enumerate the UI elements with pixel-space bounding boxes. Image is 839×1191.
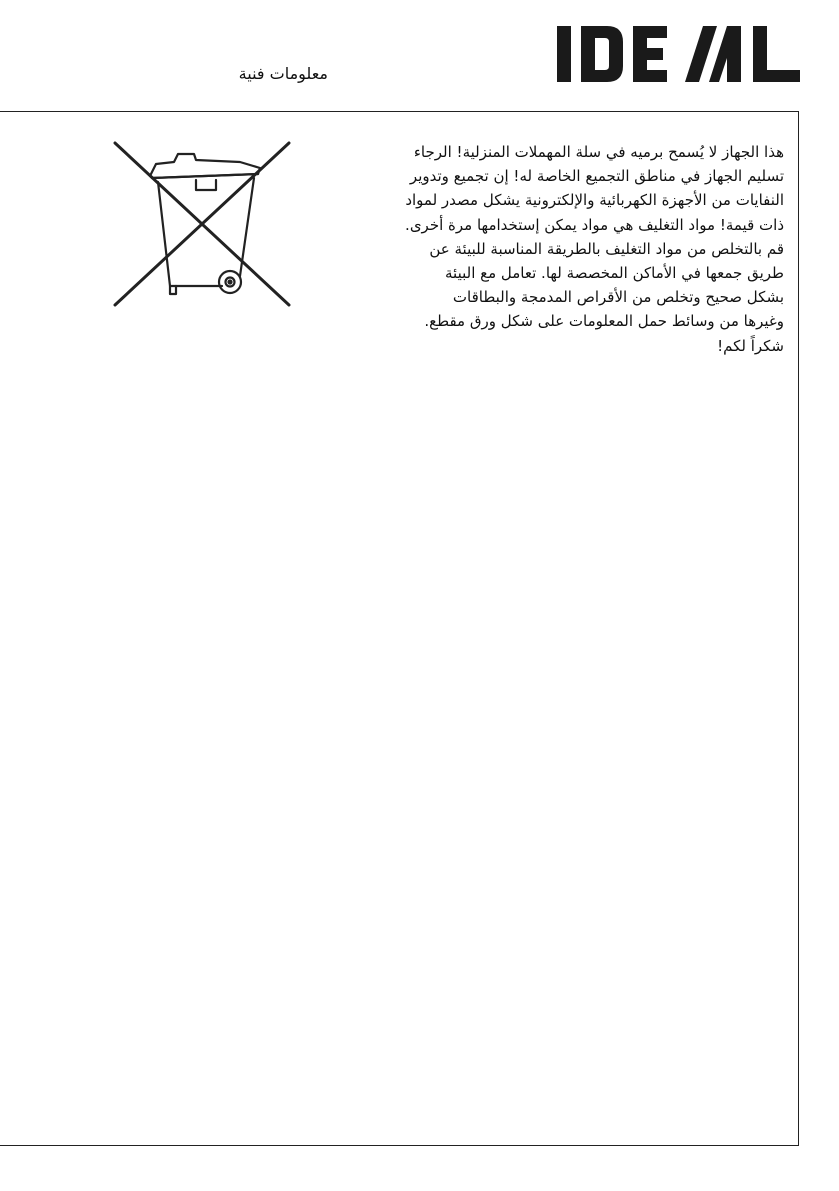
notice-line: وغيرها من وسائط حمل المعلومات على شكل ورق مقطع.	[424, 312, 784, 331]
notice-line: النفايات من الأجهزة الكهربائية والإلكترونية يشكل مصدر لمواد	[405, 191, 784, 210]
notice-line: قم بالتخلص من مواد التغليف بالطريقة المناسبة للبيئة عن	[429, 239, 784, 258]
notice-line: طريق جمعها في الأماكن المخصصة لها. تعامل مع البيئة	[445, 264, 784, 283]
page-title: معلومات فنية	[238, 64, 328, 83]
disposal-notice	[372, 140, 784, 358]
ideal-logo	[557, 24, 800, 84]
notice-line: شكراً لكم!	[717, 336, 784, 355]
crossed-out-wheelie-bin-icon	[112, 140, 292, 308]
notice-line: بشكل صحيح وتخلص من الأقراص المدمجة والبطاقات	[452, 288, 784, 307]
notice-line: تسليم الجهاز في مناطق التجميع الخاصة له! إن تجميع وتدوير	[409, 167, 784, 186]
notice-line: ذات قيمة! مواد التغليف هي مواد يمكن إستخدامها مرة أخرى.	[405, 215, 784, 234]
notice-line: هذا الجهاز لا يُسمح برميه في سلة المهملات المنزلية! الرجاء	[413, 143, 784, 161]
